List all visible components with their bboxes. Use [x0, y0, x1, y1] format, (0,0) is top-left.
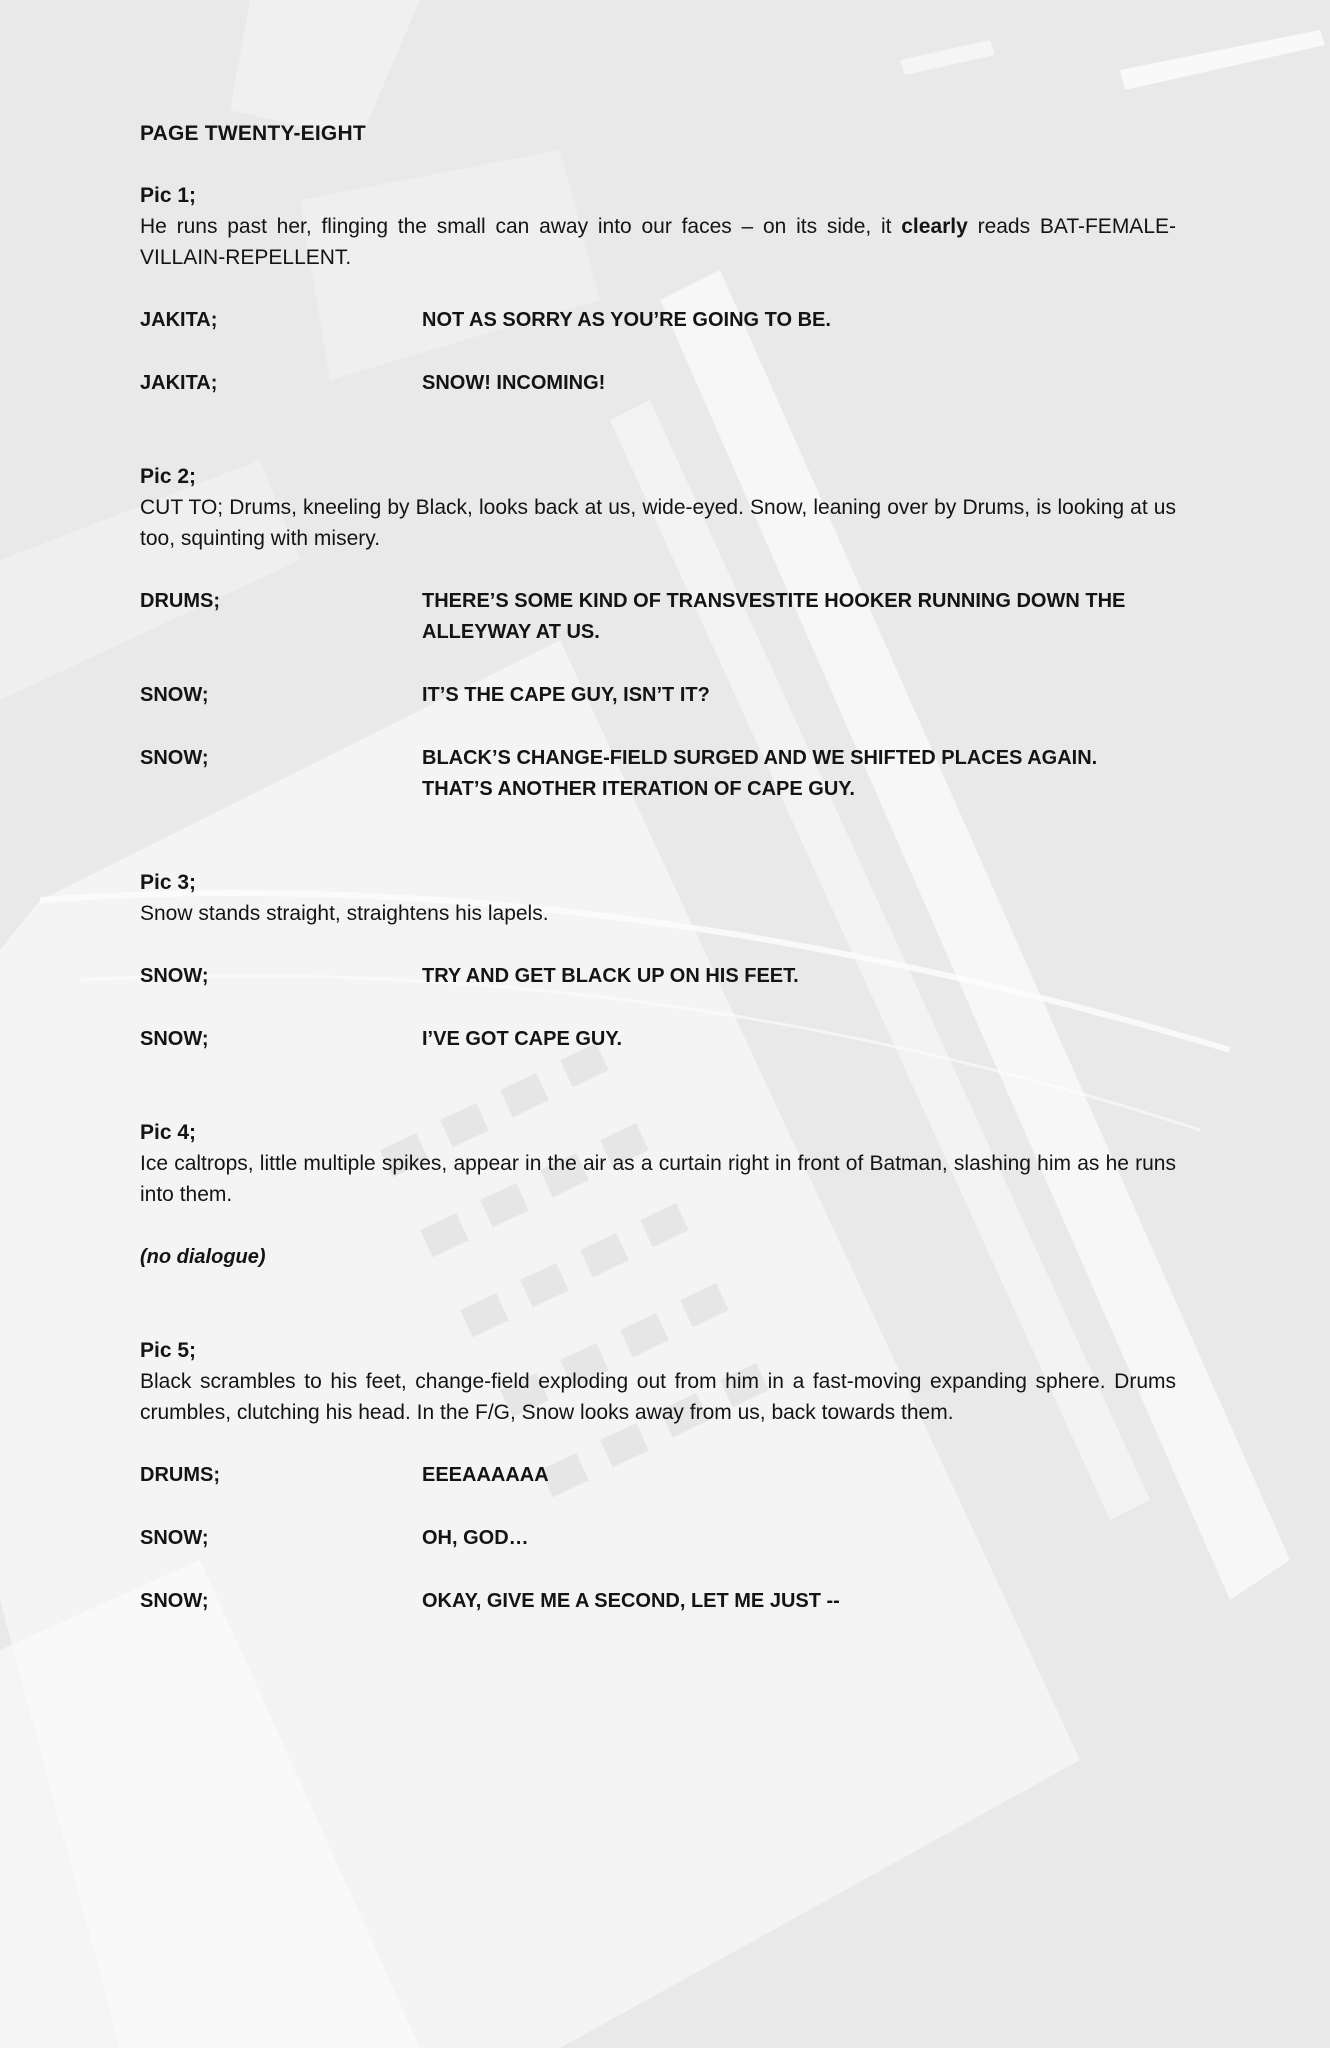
dialogue-text: NOT AS SORRY AS YOU’RE GOING TO BE. [422, 309, 831, 331]
panel-1 [140, 180, 1176, 399]
panel-description: Ice caltrops, little multiple spikes, appear in the air as a curtain right in front of Batman, slashing him as he runs into them. [140, 1152, 1176, 1206]
panel-label: Pic 1; [140, 184, 197, 207]
desc-emphasis: clearly [901, 215, 968, 238]
desc-text: He runs past her, flinging the small can away into our faces – on its side, it [140, 215, 902, 238]
speaker-name: SNOW; [140, 1527, 209, 1549]
panel-description [140, 211, 1176, 273]
no-dialogue-note: (no dialogue) [140, 1246, 266, 1268]
dialogue-line [140, 586, 1176, 648]
panel-label: Pic 5; [140, 1339, 197, 1362]
dialogue-line [140, 1024, 1176, 1055]
dialogue-line [140, 368, 1176, 399]
dialogue-text-line: THAT’S ANOTHER ITERATION OF CAPE GUY. [422, 778, 855, 800]
dialogue-text: I’VE GOT CAPE GUY. [422, 1028, 623, 1050]
panel-label: Pic 4; [140, 1121, 197, 1144]
dialogue-line [140, 680, 1176, 711]
panel-description: CUT TO; Drums, kneeling by Black, looks back at us, wide-eyed. Snow, leaning over by Drums, is looking at us too, squinting with misery. [140, 496, 1176, 550]
dialogue-text-line: BLACK’S CHANGE-FIELD SURGED AND WE SHIFTED PLACES AGAIN. [422, 747, 1098, 769]
speaker-name: SNOW; [140, 747, 209, 769]
panel-2 [140, 461, 1176, 805]
speaker-name: SNOW; [140, 965, 209, 987]
dialogue-text: IT’S THE CAPE GUY, ISN’T IT? [422, 684, 710, 706]
dialogue-line [140, 961, 1176, 992]
dialogue-text: OKAY, GIVE ME A SECOND, LET ME JUST -- [422, 1590, 840, 1612]
dialogue-text [422, 743, 1176, 805]
panel-description: Snow stands straight, straightens his lapels. [140, 902, 549, 925]
dialogue-line [140, 1523, 1176, 1554]
panel-description: Black scrambles to his feet, change-field exploding out from him in a fast-moving expanding sphere. Drums crumbles, clutching his head. In the F/G, Snow looks away from us, back towards them. [140, 1370, 1176, 1424]
panel-label: Pic 2; [140, 465, 197, 488]
dialogue-line [140, 305, 1176, 336]
speaker-name: JAKITA; [140, 372, 218, 394]
panel-3 [140, 867, 1176, 1055]
panel-5 [140, 1335, 1176, 1617]
speaker-name: SNOW; [140, 1028, 209, 1050]
dialogue-line [140, 743, 1176, 805]
desc-text: reads BAT-FEMALE-VILLAIN-REPELLENT. [140, 215, 1176, 269]
dialogue-text: OH, GOD… [422, 1527, 529, 1549]
dialogue-line [140, 1460, 1176, 1491]
dialogue-text: EEEAAAAAA [422, 1464, 549, 1486]
panel-4 [140, 1117, 1176, 1273]
speaker-name: DRUMS; [140, 590, 220, 612]
panel-label: Pic 3; [140, 871, 197, 894]
dialogue-text: SNOW! INCOMING! [422, 372, 606, 394]
dialogue-text: THERE’S SOME KIND OF TRANSVESTITE HOOKER RUNNING DOWN THE ALLEYWAY AT US. [422, 590, 1126, 643]
dialogue-line [140, 1586, 1176, 1617]
dialogue-text: TRY AND GET BLACK UP ON HIS FEET. [422, 965, 799, 987]
speaker-name: SNOW; [140, 1590, 209, 1612]
page-title: PAGE TWENTY-EIGHT [140, 122, 366, 145]
speaker-name: DRUMS; [140, 1464, 220, 1486]
speaker-name: SNOW; [140, 684, 209, 706]
speaker-name: JAKITA; [140, 309, 218, 331]
script-page [140, 118, 1176, 1649]
